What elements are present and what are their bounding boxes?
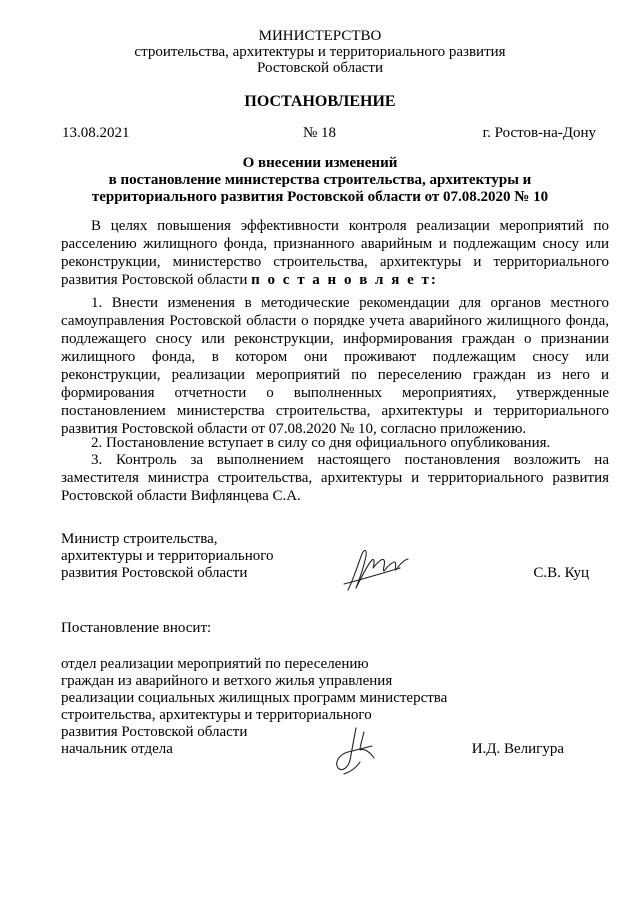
submitted-line-3: реализации социальных жилищных программ министерства [61, 690, 448, 706]
item-1: 1. Внести изменения в методические рекомендации для органов местного самоуправления Ростовской области о порядке учета аварийного жилищного фонда, подлежащего сносу или реконструкции, информирования граждан о признании жилищного фонда, в котором они проживают подлежащим сносу или реконструкции, реализации мероприятий по переселению граждан из него и формирования отчетности о выполненных мероприятиях, утвержденные постановлением министерства строительства, архитектуры и территориального развития Ростовской области от 07.08.2020 № 10, согласно приложению. [61, 295, 609, 437]
document-date: 13.08.2021 [62, 125, 130, 141]
department-head-signature [330, 722, 388, 778]
document-number: № 18 [303, 125, 337, 141]
subject-line-3: территориального развития Ростовской области от 07.08.2020 № 10 [91, 189, 549, 205]
preamble-text: В целях повышения эффективности контроля реализации мероприятий по расселению жилищного фонда, признанного аварийным и подлежащим сносу или реконструкции, министерство строительства, архитектуры и территориального развития Ростовской области [61, 218, 609, 288]
submitted-name: И.Д. Велигура [471, 741, 564, 757]
subject-line-2: в постановление министерства строительства, архитектуры и [108, 172, 532, 188]
document-type: ПОСТАНОВЛЕНИЕ [244, 93, 396, 110]
ministry-title: МИНИСТЕРСТВО [258, 28, 382, 44]
submitted-line-4: строительства, архитектуры и территориального [61, 707, 372, 723]
signatory-line-2: архитектуры и территориального [61, 548, 274, 564]
signatory-line-1: Министр строительства, [61, 531, 218, 547]
document-place: г. Ростов-на-Дону [482, 125, 596, 141]
preamble-paragraph [61, 217, 609, 289]
submitted-label: Постановление вносит: [61, 620, 212, 636]
item-3: 3. Контроль за выполнением настоящего постановления возложить на заместителя министра строительства, архитектуры и территориального развития Ростовской области Вифлянцева С.А. [61, 452, 609, 504]
signatory-name: С.В. Куц [533, 565, 589, 581]
preamble-resolves: п о с т а н о в л я е т: [251, 272, 438, 288]
subject-line-1: О внесении изменений [242, 155, 398, 171]
submitted-line-6: начальник отдела [61, 741, 173, 757]
ministry-full-name: строительства, архитектуры и территориального развития [134, 44, 506, 60]
minister-signature [340, 540, 420, 596]
region-name: Ростовской области [257, 60, 383, 76]
signatory-line-3: развития Ростовской области [61, 565, 248, 581]
submitted-line-2: граждан из аварийного и ветхого жилья управления [61, 673, 393, 689]
submitted-line-1: отдел реализации мероприятий по переселению [61, 656, 369, 672]
submitted-line-5: развития Ростовской области [61, 724, 248, 740]
item-2: 2. Постановление вступает в силу со дня официального опубликования. [91, 435, 551, 451]
